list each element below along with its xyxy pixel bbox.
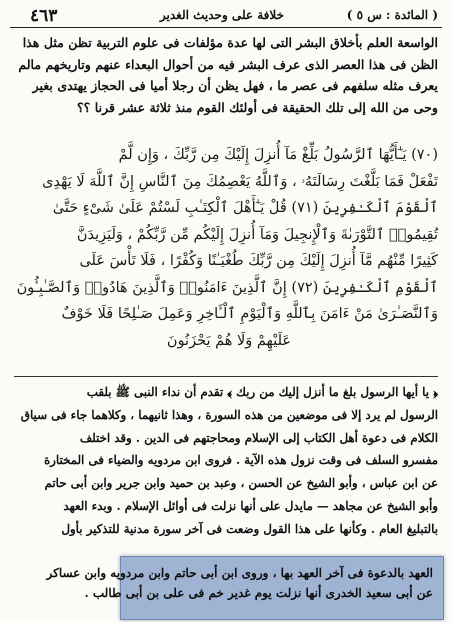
surah-reference: ( المائدة : س ٥ ) xyxy=(346,8,438,22)
verse-line: تُقِيمُوا۟ ٱلتَّوْرَىٰةَ وَٱلْإِنجِيلَ وَمَآ أُنزِلَ إِلَيْكُم مِّن رَّبِّكُمْ ، وَلَيَزِيدَنَّ xyxy=(76,226,438,243)
verse-line: وَٱلنَّصَـٰرَىٰ مَنْ ءَامَنَ بِٱللَّهِ وَٱلْيَوْمِ ٱلْـَٔاخِرِ وَعَمِلَ صَـٰلِحًا فَلَا خَوْفٌ xyxy=(61,306,438,322)
verse-line: ٱلْقَوْمَ ٱلْكَـٰفِرِينَ (٧١) قُلْ يَـٰٓأَهْلَ ٱلْكِتَـٰبِ لَسْتُمْ عَلَىٰ شَىْءٍ حَتَّىٰ xyxy=(52,200,438,216)
commentary-line: الكلام فى دعوة أهل الكتاب إلى الإسلام ومحاجتهم فى الدين . وقد اختلف xyxy=(79,430,438,445)
intro-line: وحى من الله إلى تلك الحقيقة فى أولئك القوم منذ ثلاثة عشر قرنا ؟؟ xyxy=(76,99,438,115)
running-title: خلافة على وحديث الغدير xyxy=(159,8,284,22)
page-number: ٤٦٣ xyxy=(30,6,58,26)
verse-line: (٧٠) يَـٰٓأَيُّهَا ٱلرَّسُولُ بَلِّغْ مَآ أُنزِلَ إِلَيْكَ مِن رَّبِّكَ ، وَإِن لَّمْ xyxy=(118,147,438,163)
commentary-line: ﴿ يا أيها الرسول بلغ ما أنزل إليك من ربك ﴾ تقدم أن نداء النبى ﷺ بلقب xyxy=(86,385,438,399)
verse-line: تَفْعَلْ فَمَا بَلَّغْتَ رِسَالَتَهُۥ ، وَٱللَّهُ يَعْصِمُكَ مِنَ ٱلنَّاسِ إِنَّ ٱللَّهَ لَا يَهْدِى xyxy=(42,173,438,190)
verse-line: عَلَيْهِمْ وَلَا هُمْ يَحْزَنُونَ xyxy=(166,332,292,349)
commentary-paragraph xyxy=(14,381,438,541)
intro-line: الواسعة العلم بأخلاق البشر التى لها عدة مؤلفات فى علوم التربية تظن مثل هذا xyxy=(22,35,438,50)
intro-line: الظن فى هذا العصر الذى عرف البشر فيه من أحوال البعداء عنهم وتاريخهم مالم xyxy=(18,56,438,72)
header-rule xyxy=(10,27,442,28)
commentary-line: بالتبليغ العام . وكأنها على هذا القول وضعت فى آخر سورة مدنية للتذكير بأول xyxy=(61,521,438,536)
commentary-line: عن ابن عباس ، وأبو الشيخ عن الحسن ، وعبد بن حميد وابن جرير وابن أبى حاتم xyxy=(44,476,438,491)
highlight-box xyxy=(46,556,444,620)
quran-verses xyxy=(16,142,438,354)
intro-paragraph xyxy=(14,32,438,118)
highlight-line: العهد بالدعوة فى آخر العهد بها ، وروى ابن أبى حاتم وابن مردويه وابن عساكر xyxy=(46,566,433,580)
highlight-line: عن أبى سعيد الخدرى أنها نزلت يوم غدير خم فى على بن أبى طالب . xyxy=(84,586,433,600)
intro-line: يعرف مثله سلفهم فى عصر ما ، فهل يظن أن رجلا أميا فى الحجاز يهتدى بغير xyxy=(32,78,438,93)
page-header xyxy=(8,6,444,26)
verse-line: كَثِيرًا مِّنْهُم مَّآ أُنزِلَ إِلَيْكَ مِن رَّبِّكَ طُغْيَـٰنًا وَكُفْرًا ، فَلَا تَأْسَ عَلَى xyxy=(79,253,438,269)
section-divider xyxy=(14,376,438,377)
commentary-line: الرسول لم يرد إلا فى موضعين من هذه السورة ، وهذا ثانيهما ، وكلاهما جاء فى سياق xyxy=(20,407,438,422)
verse-line: ٱلْقَوْمِ ٱلْكَـٰفِرِينَ (٧٢) إِنَّ ٱلَّذِينَ ءَامَنُوا۟ وَٱلَّذِينَ هَادُوا۟ وَٱلصَّـٰبِـُٔونَ xyxy=(16,279,438,296)
commentary-line: وأبو الشيخ عن مجاهد — مايدل على أنها نزلت فى أوائل الإسلام . وبدء العهد xyxy=(63,498,438,513)
commentary-line: مفسرو السلف فى وقت نزول هذه الآية . فروى ابن مردويه والضياء فى المختارة xyxy=(43,453,438,468)
